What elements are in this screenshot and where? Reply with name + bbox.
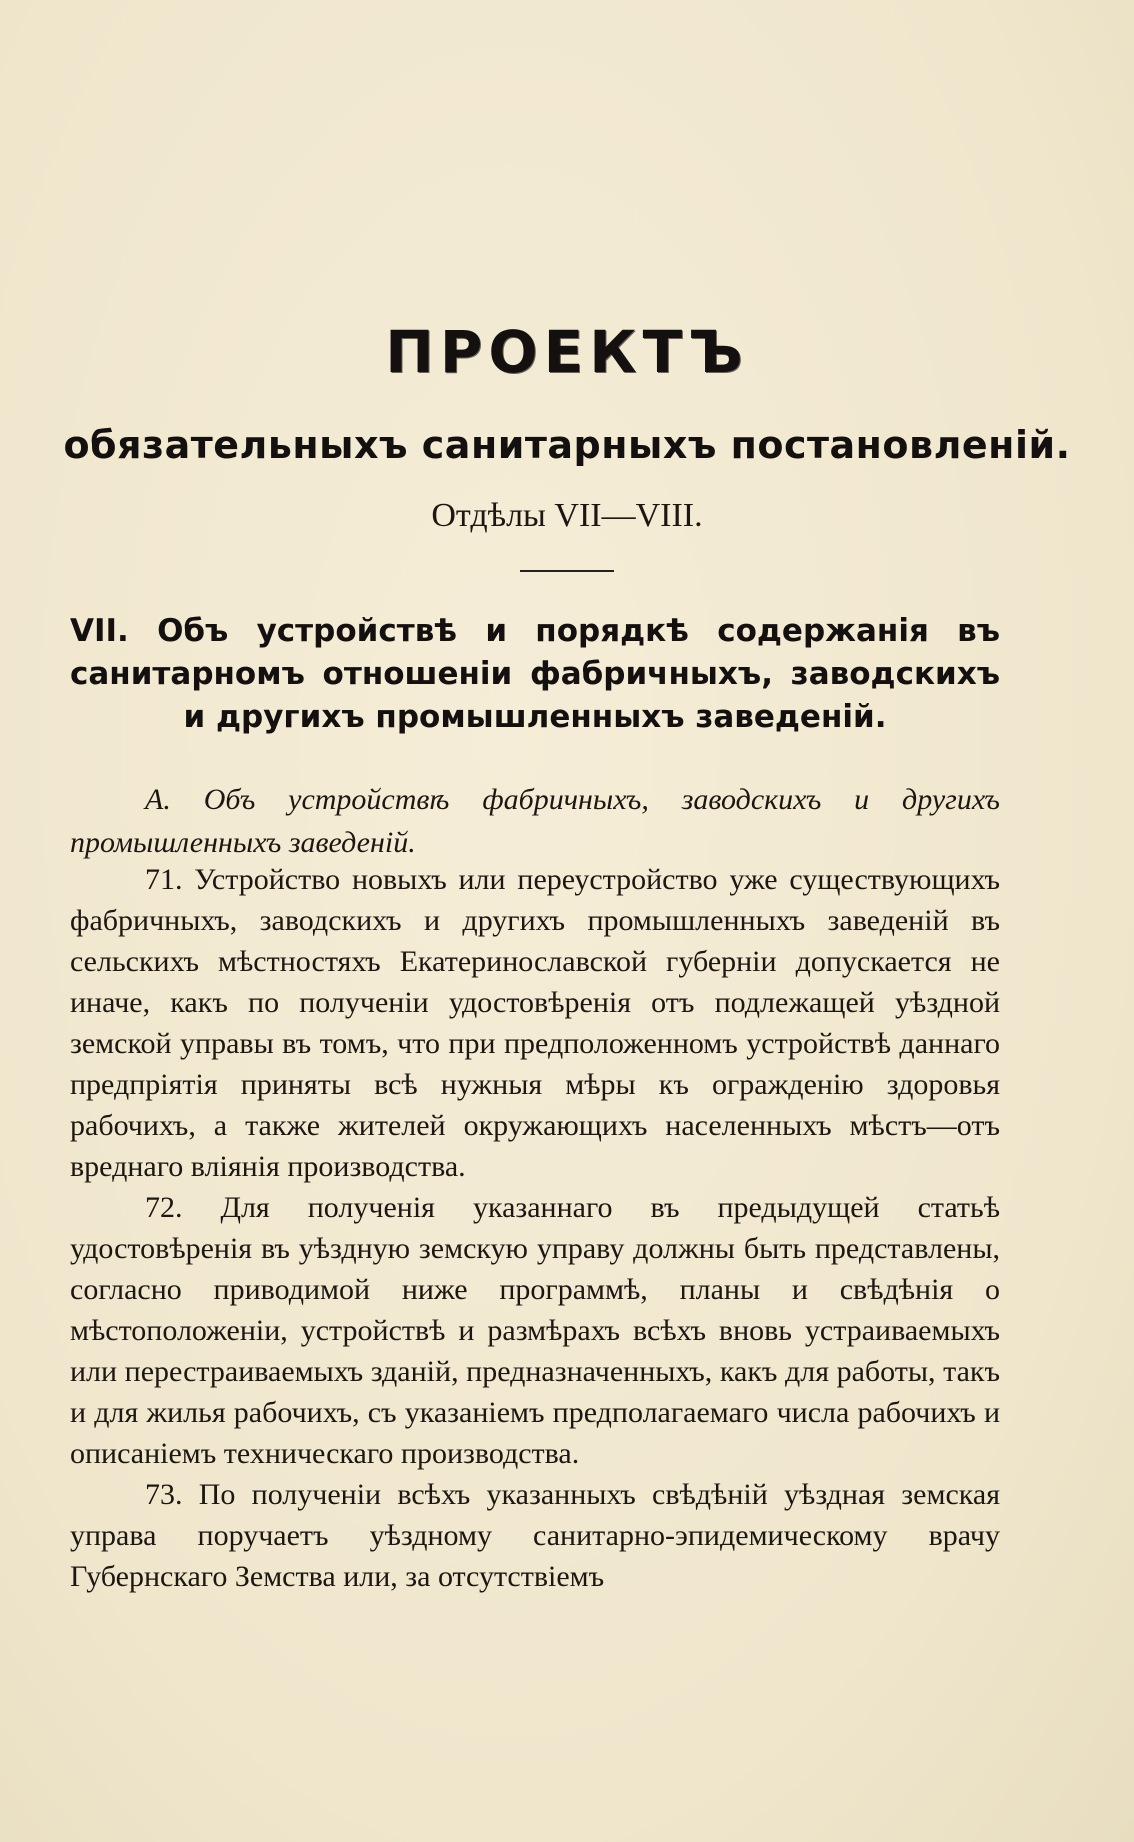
- body-text: [70, 859, 1000, 1597]
- paragraph-73: 73. По полученіи всѣхъ указанныхъ свѣдѣній уѣздная земская управа поручаетъ уѣздному санитарно-эпидемическому врачу Губернскаго Земства или, за отсутствіемъ: [70, 1478, 1000, 1593]
- section-heading: VII. Объ устройствѣ и порядкѣ содержанія въ санитарномъ отношеніи фабричныхъ, заводскихъ и другихъ промышленныхъ заведеній.: [70, 613, 1000, 735]
- sections-label: Отдѣлы VII—VIII.: [431, 497, 703, 534]
- divider-rule: [520, 570, 614, 572]
- page-subtitle: обязательныхъ санитарныхъ постановленій.: [63, 423, 1071, 467]
- subsection-heading: А. Объ устройствѣ фабричныхъ, заводскихъ и другихъ промышленныхъ заведеній.: [70, 783, 1000, 859]
- page-title: ПРОЕКТЪ: [385, 318, 749, 386]
- paragraph-71: 71. Устройство новыхъ или переустройство уже существующихъ фабричныхъ, заводскихъ и другихъ промышленныхъ заведеній въ сельскихъ мѣстностяхъ Екатеринославской губерніи допускается не иначе, какъ по полученіи удостовѣренія отъ подлежащей уѣздной земской управы въ томъ, что при предположенномъ устройствѣ даннаго предпріятія приняты всѣ нужныя мѣры къ огражденію здоровья рабочихъ, а также жителей окружающихъ населенныхъ мѣстъ—отъ вреднаго вліянія производства.: [70, 863, 1000, 1183]
- paragraph-72: 72. Для полученія указаннаго въ предыдущей статьѣ удостовѣренія въ уѣздную земскую управу должны быть представлены, согласно приводимой ниже программѣ, планы и свѣдѣнія о мѣстоположеніи, устройствѣ и размѣрахъ всѣхъ вновь устраиваемыхъ или перестраиваемыхъ зданій, предназначенныхъ, какъ для работы, такъ и для жилья рабочихъ, съ указаніемъ предполагаемаго числа рабочихъ и описаніемъ техническаго производства.: [70, 1191, 1000, 1470]
